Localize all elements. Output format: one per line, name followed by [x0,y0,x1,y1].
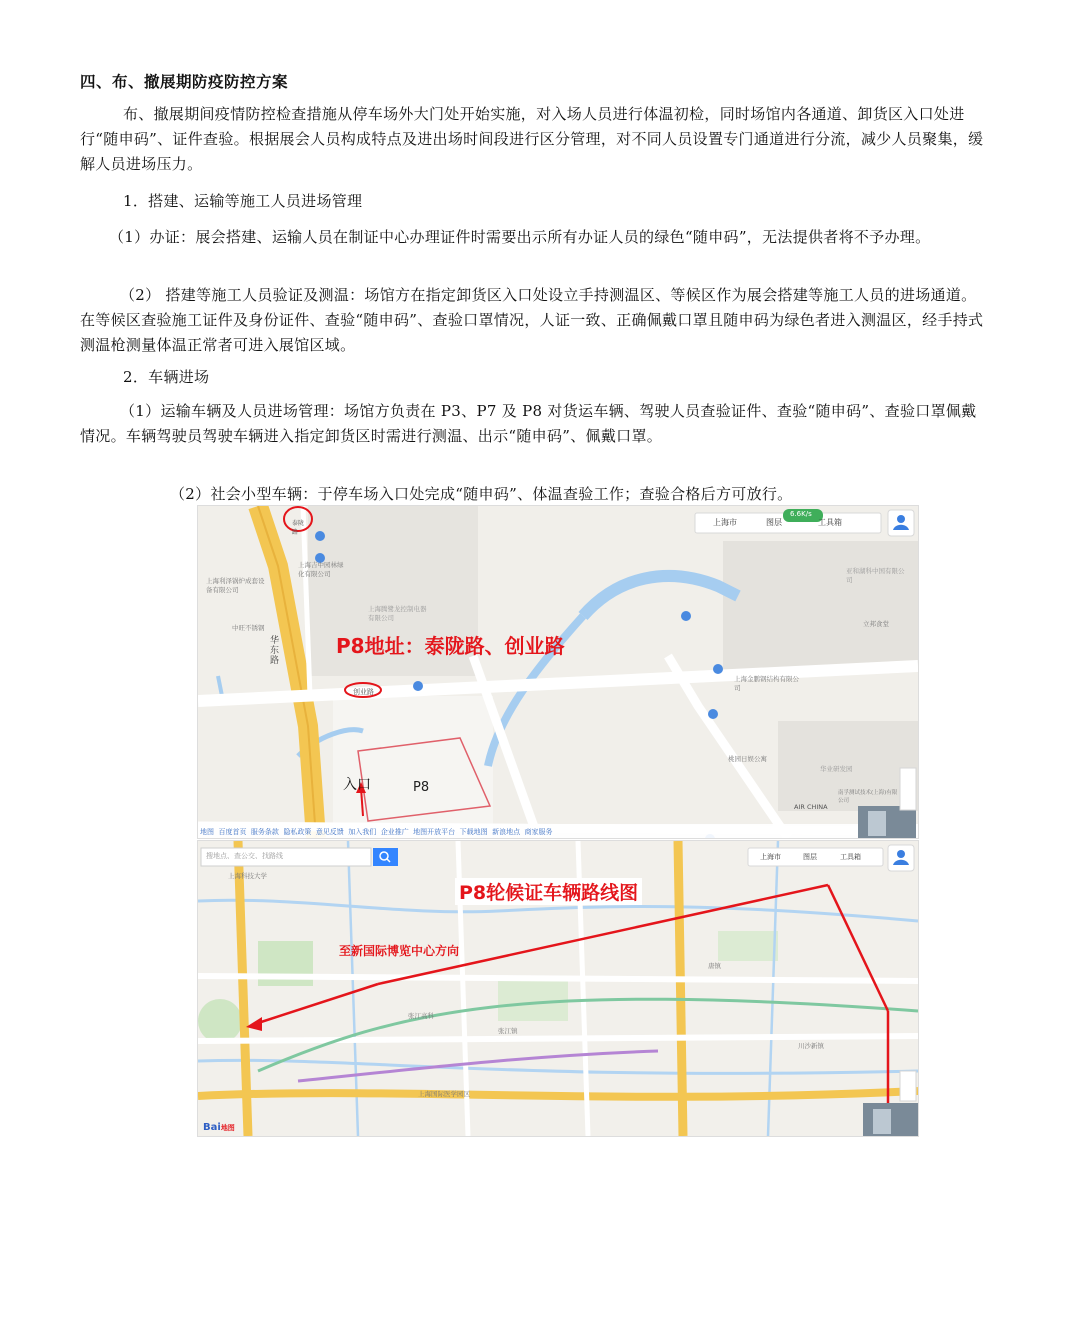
baidu-logo [203,1122,235,1133]
footer-link[interactable]: 地图 [200,828,214,836]
footer-link[interactable]: 商家服务 [524,828,553,836]
poi-label: AIR CHINA [794,803,828,811]
baidu-logo-suffix: 地图 [220,1124,235,1132]
poi-label: 上海腾鹭龙控制电器有限公司 [368,605,427,622]
poi-label: 上海金鹏钢结构有限公司 [734,675,799,692]
subsection-1-paragraph-2: （2） 搭建等施工人员验证及测温：场馆方在指定卸货区入口处设立手持测温区、等候区作为展会搭建等施工人员的进场通道。在等候区查验施工证件及身份证件、查验“随申码”、查验口罩情况，人证一致、正确佩戴口罩且随申码为绿色者进入测温区，经手持式测温枪测量体温正常者可进入展馆区域。 [80,286,984,354]
map2-title: P8轮候证车辆路线图 [455,878,642,905]
road-label-chuangye: 创业路 [353,688,374,696]
map1-title: P8地址：泰陇路、创业路 [336,634,565,658]
baidu-logo-text: Bai [203,1122,221,1133]
place-label: 上海国际医学园区 [418,1090,470,1098]
toolbox-button[interactable]: 工具箱 [818,518,842,527]
footer-link[interactable]: 新浪地点 [492,828,521,836]
road-label-huadong: 华东路 [270,636,280,666]
place-label: 张江高科 [408,1012,434,1020]
entrance-label: 入口 [343,777,371,793]
footer-link[interactable]: 下载地图 [459,828,488,836]
place-label: 上海科技大学 [228,872,267,880]
poi-label: 桃园日娱公寓 [728,755,767,763]
search-input[interactable]: 搜地点、查公交、找路线 [206,852,283,860]
road-label-tailong: 泰陇路 [292,520,305,536]
place-label: 唐镇 [708,962,721,970]
layers-button[interactable]: 图层 [803,853,817,861]
subsection-1-title: 1．搭建、运输等施工人员进场管理 [123,192,363,210]
toolbox-button[interactable]: 工具箱 [840,853,861,861]
section-heading: 四、布、撤展期防疫防控方案 [80,72,289,91]
footer-link[interactable]: 地图开放平台 [413,828,456,836]
direction-label: 至新国际博览中心方向 [339,944,460,958]
poi-label: 立邦食堂 [863,620,889,628]
p8-route-map[interactable] [197,840,919,1137]
city-select[interactable]: 上海市 [760,853,781,861]
footer-link[interactable]: 百度首页 [218,828,247,836]
speed-badge: 6.6K/s [790,510,812,518]
poi-label: 上海吉中园林绿化有限公司 [298,561,344,578]
footer-link[interactable]: 隐私政策 [283,828,312,836]
footer-link[interactable]: 意见反馈 [315,828,344,836]
poi-label: 中旺不锈钢 [232,624,265,632]
subsection-2-title: 2．车辆进场 [123,368,210,386]
subsection-2-paragraph-1: （1）运输车辆及人员进场管理：场馆方负责在 P3、P7 及 P8 对货运车辆、驾驶人员查验证件、查验“随申码”、查验口罩佩戴情况。车辆驾驶员驾驶车辆进入指定卸货区时需进行测温、出示“随申码”、佩戴口罩。 [80,402,977,445]
poi-label: 亚和湖科中国有限公司 [846,567,905,584]
map1-footer-links[interactable] [200,827,553,837]
place-label: 张江镇 [498,1027,518,1035]
place-label: 川沙新镇 [798,1042,824,1050]
poi-label: 南孚测试技术(上海)有限公司 [838,790,898,804]
intro-paragraph: 布、撤展期间疫情防控检查措施从停车场外大门处开始实施，对入场人员进行体温初检，同时场馆内各通道、卸货区入口处进行“随申码”、证件查验。根据展会人员构成特点及进出场时间段进行区分管理，对不同人员设置专门通道进行分流，减少人员聚集，缓解人员进场压力。 [80,105,984,173]
city-select[interactable]: 上海市 [713,518,737,527]
p8-lot-label: P8 [413,780,430,795]
p8-address-map[interactable] [197,505,919,839]
poi-label: 华业研发园 [820,765,853,773]
footer-link[interactable]: 加入我们 [348,828,377,836]
subsection-1-paragraph-1: （1）办证：展会搭建、运输人员在制证中心办理证件时需要出示所有办证人员的绿色“随申码”，无法提供者将不予办理。 [109,228,931,246]
footer-link[interactable]: 企业推广 [380,828,409,836]
subsection-2-paragraph-2: （2）社会小型车辆：于停车场入口处完成“随申码”、体温查验工作；查验合格后方可放行。 [170,485,793,503]
footer-link[interactable]: 服务条款 [250,828,279,836]
layers-button[interactable]: 图层 [766,518,782,527]
poi-label: 上海利泽锅炉成套设备有限公司 [206,577,265,594]
